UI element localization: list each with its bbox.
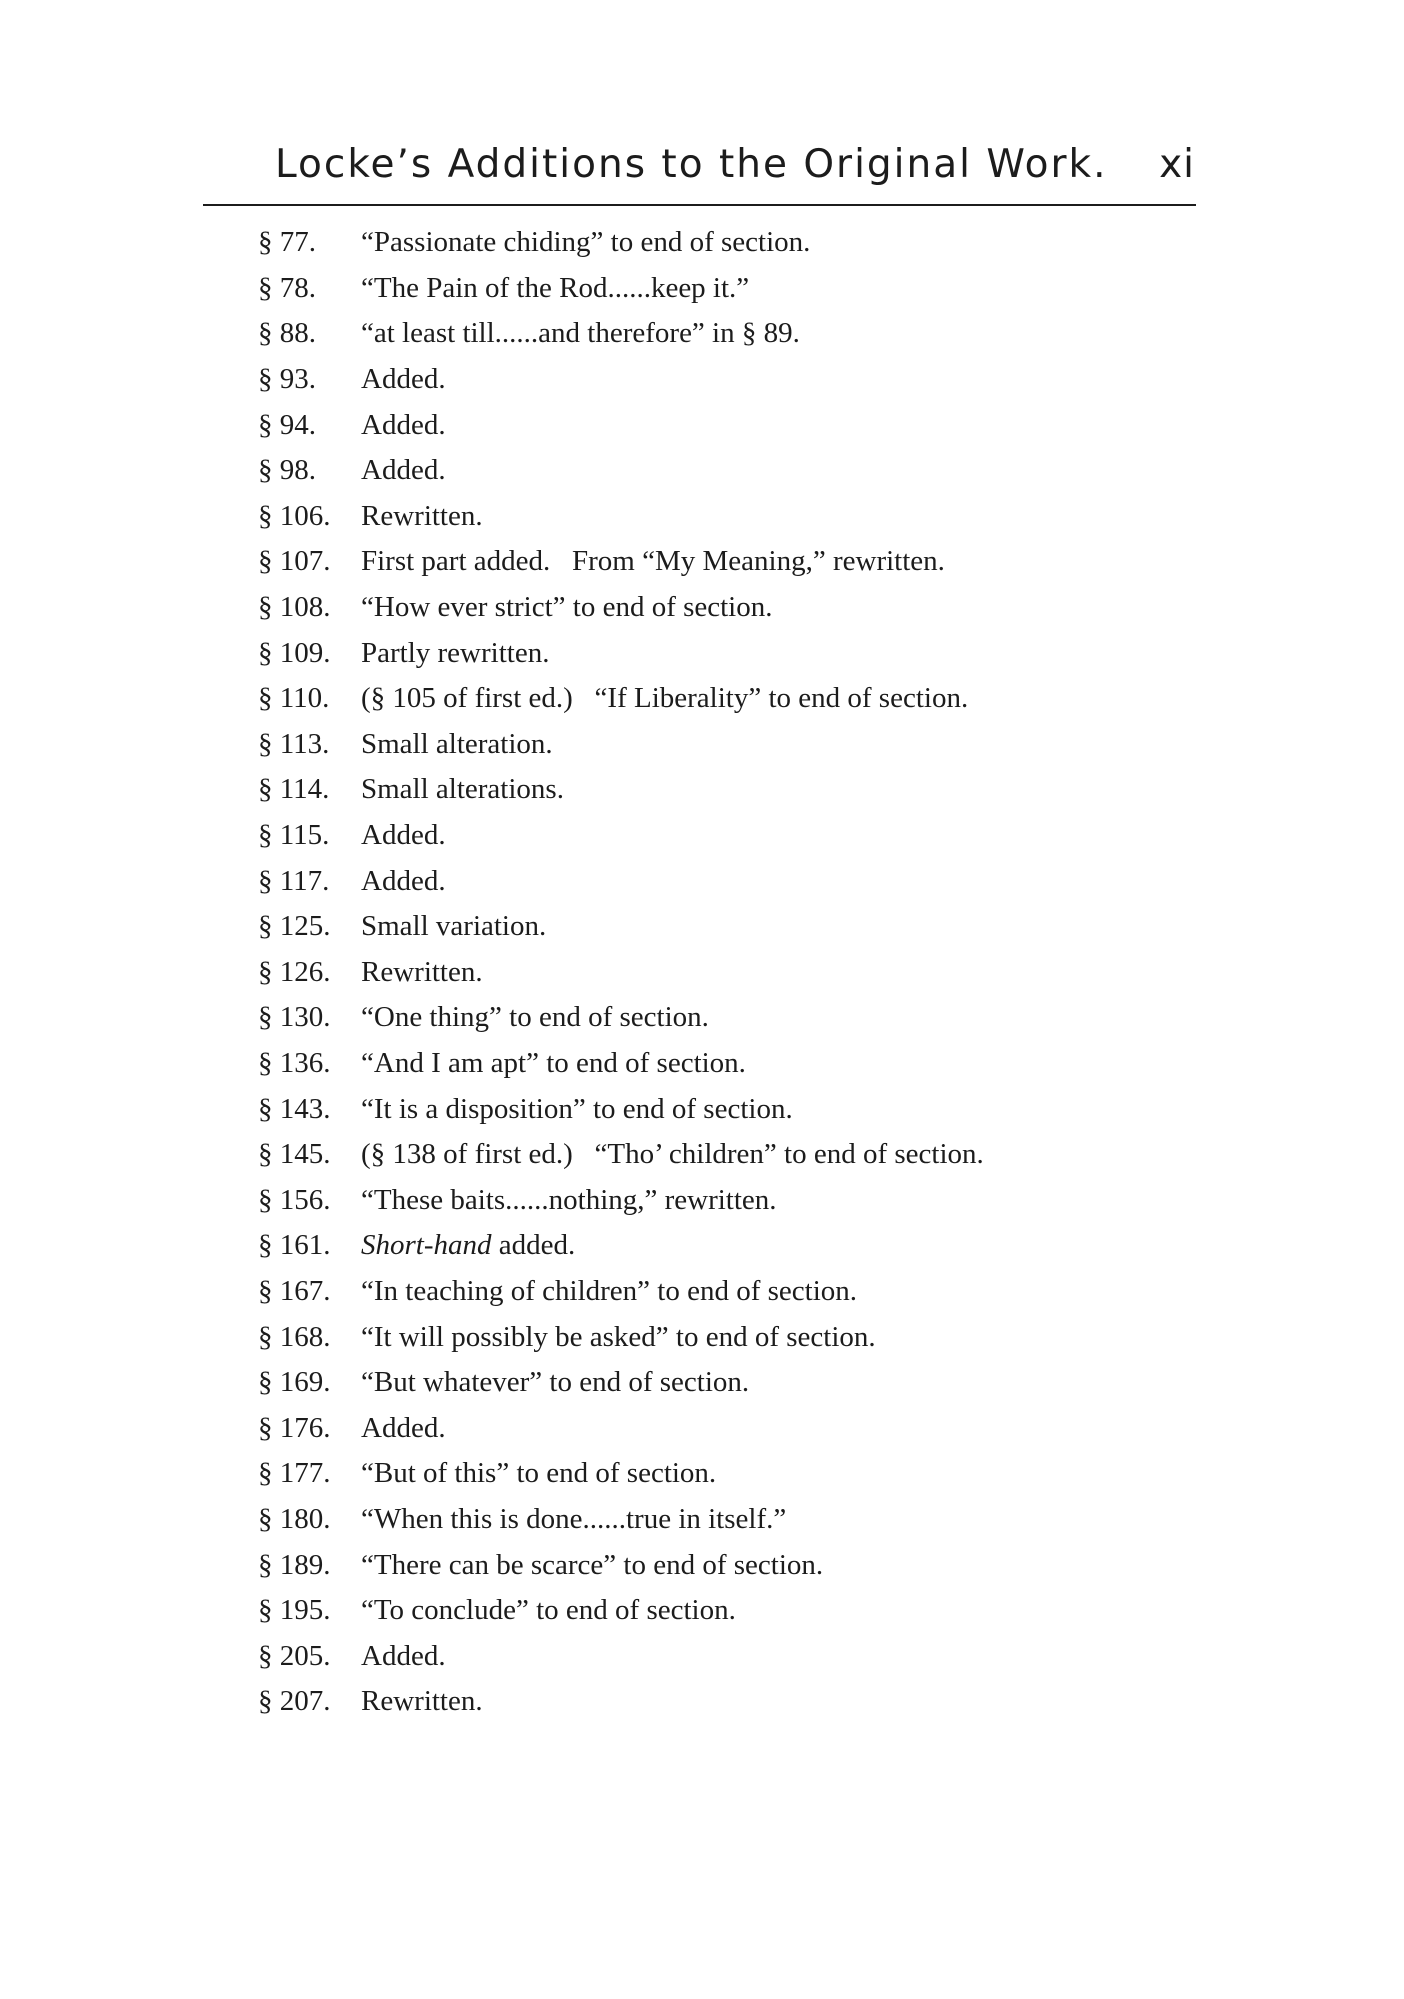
section-number: § 108. — [258, 591, 331, 624]
section-number: § 78. — [258, 271, 316, 304]
section-number: § 106. — [258, 499, 331, 532]
section-note: Added. — [361, 454, 446, 487]
section-note: Rewritten. — [361, 1685, 483, 1718]
page-number: xi — [1159, 142, 1195, 187]
section-note: “How ever strict” to end of section. — [361, 591, 773, 624]
additions-list — [258, 220, 984, 1725]
section-note: Added. — [361, 1639, 446, 1672]
section-number: § 125. — [258, 910, 331, 943]
section-number: § 195. — [258, 1594, 331, 1627]
section-number: § 180. — [258, 1502, 331, 1535]
section-number: § 156. — [258, 1183, 331, 1216]
section-note: “When this is done......true in itself.” — [361, 1502, 787, 1535]
section-number: § 205. — [258, 1639, 331, 1672]
list-item — [258, 1132, 984, 1178]
section-note: Small variation. — [361, 910, 547, 943]
list-item — [258, 813, 984, 859]
list-item — [258, 1679, 984, 1725]
section-note: (§ 138 of first ed.) “Tho’ children” to end of section. — [361, 1138, 984, 1171]
list-item — [258, 585, 984, 631]
section-number: § 88. — [258, 317, 316, 350]
list-item — [258, 1542, 984, 1588]
list-item — [258, 1269, 984, 1315]
section-number: § 98. — [258, 454, 316, 487]
section-note: “It will possibly be asked” to end of section. — [361, 1320, 876, 1353]
section-number: § 207. — [258, 1685, 331, 1718]
section-note: First part added. From “My Meaning,” rewritten. — [361, 545, 945, 578]
list-item — [258, 1223, 984, 1269]
list-item — [258, 630, 984, 676]
section-note: “at least till......and therefore” in § 89. — [361, 317, 800, 350]
list-item — [258, 1588, 984, 1634]
list-item — [258, 220, 984, 266]
list-item — [258, 722, 984, 768]
list-item — [258, 1086, 984, 1132]
section-number: § 130. — [258, 1001, 331, 1034]
section-note: “But of this” to end of section. — [361, 1457, 717, 1490]
list-item — [258, 311, 984, 357]
section-note: “These baits......nothing,” rewritten. — [361, 1183, 777, 1216]
section-note: “And I am apt” to end of section. — [361, 1046, 746, 1079]
section-number: § 94. — [258, 408, 316, 441]
page-header — [275, 138, 1195, 200]
list-item — [258, 402, 984, 448]
list-item — [258, 1497, 984, 1543]
section-note: Added. — [361, 363, 446, 396]
section-number: § 117. — [258, 864, 330, 897]
section-note: Rewritten. — [361, 499, 483, 532]
section-number: § 115. — [258, 819, 330, 852]
section-note: “In teaching of children” to end of section. — [361, 1274, 858, 1307]
section-number: § 167. — [258, 1274, 331, 1307]
section-number: § 77. — [258, 226, 316, 259]
section-note — [361, 1229, 575, 1262]
section-note: “There can be scarce” to end of section. — [361, 1548, 824, 1581]
list-item — [258, 1360, 984, 1406]
italic-term: Short-hand — [361, 1229, 492, 1262]
section-note: “Passionate chiding” to end of section. — [361, 226, 811, 259]
list-item — [258, 995, 984, 1041]
list-item — [258, 1314, 984, 1360]
section-number: § 161. — [258, 1229, 331, 1262]
section-number: § 176. — [258, 1411, 331, 1444]
section-note: Added. — [361, 408, 446, 441]
page-title: Locke’s Additions to the Original Work. — [275, 142, 1108, 187]
section-note: Rewritten. — [361, 955, 483, 988]
section-note: “It is a disposition” to end of section. — [361, 1092, 793, 1125]
section-note: “To conclude” to end of section. — [361, 1594, 736, 1627]
section-note: Small alterations. — [361, 773, 564, 806]
section-number: § 114. — [258, 773, 330, 806]
list-item — [258, 1041, 984, 1087]
list-item — [258, 904, 984, 950]
list-item — [258, 858, 984, 904]
list-item — [258, 357, 984, 403]
list-item — [258, 950, 984, 996]
section-note: Small alteration. — [361, 727, 553, 760]
section-number: § 113. — [258, 727, 330, 760]
section-number: § 109. — [258, 636, 331, 669]
list-item — [258, 767, 984, 813]
list-item — [258, 266, 984, 312]
section-number: § 168. — [258, 1320, 331, 1353]
section-number: § 145. — [258, 1138, 331, 1171]
section-note-rest: added. — [491, 1229, 576, 1262]
header-rule — [203, 204, 1196, 206]
list-item — [258, 1405, 984, 1451]
section-note: “One thing” to end of section. — [361, 1001, 709, 1034]
section-number: § 177. — [258, 1457, 331, 1490]
section-note: Added. — [361, 819, 446, 852]
section-note: “The Pain of the Rod......keep it.” — [361, 271, 750, 304]
section-number: § 169. — [258, 1366, 331, 1399]
list-item — [258, 494, 984, 540]
section-number: § 126. — [258, 955, 331, 988]
section-number: § 143. — [258, 1092, 331, 1125]
list-item — [258, 1633, 984, 1679]
section-number: § 136. — [258, 1046, 331, 1079]
section-number: § 110. — [258, 682, 330, 715]
list-item — [258, 676, 984, 722]
section-note: “But whatever” to end of section. — [361, 1366, 750, 1399]
section-note: Added. — [361, 864, 446, 897]
section-note: Partly rewritten. — [361, 636, 550, 669]
list-item — [258, 1451, 984, 1497]
section-number: § 93. — [258, 363, 316, 396]
section-number: § 107. — [258, 545, 331, 578]
section-note: (§ 105 of first ed.) “If Liberality” to end of section. — [361, 682, 969, 715]
list-item — [258, 539, 984, 585]
section-number: § 189. — [258, 1548, 331, 1581]
section-note: Added. — [361, 1411, 446, 1444]
list-item — [258, 448, 984, 494]
list-item — [258, 1177, 984, 1223]
